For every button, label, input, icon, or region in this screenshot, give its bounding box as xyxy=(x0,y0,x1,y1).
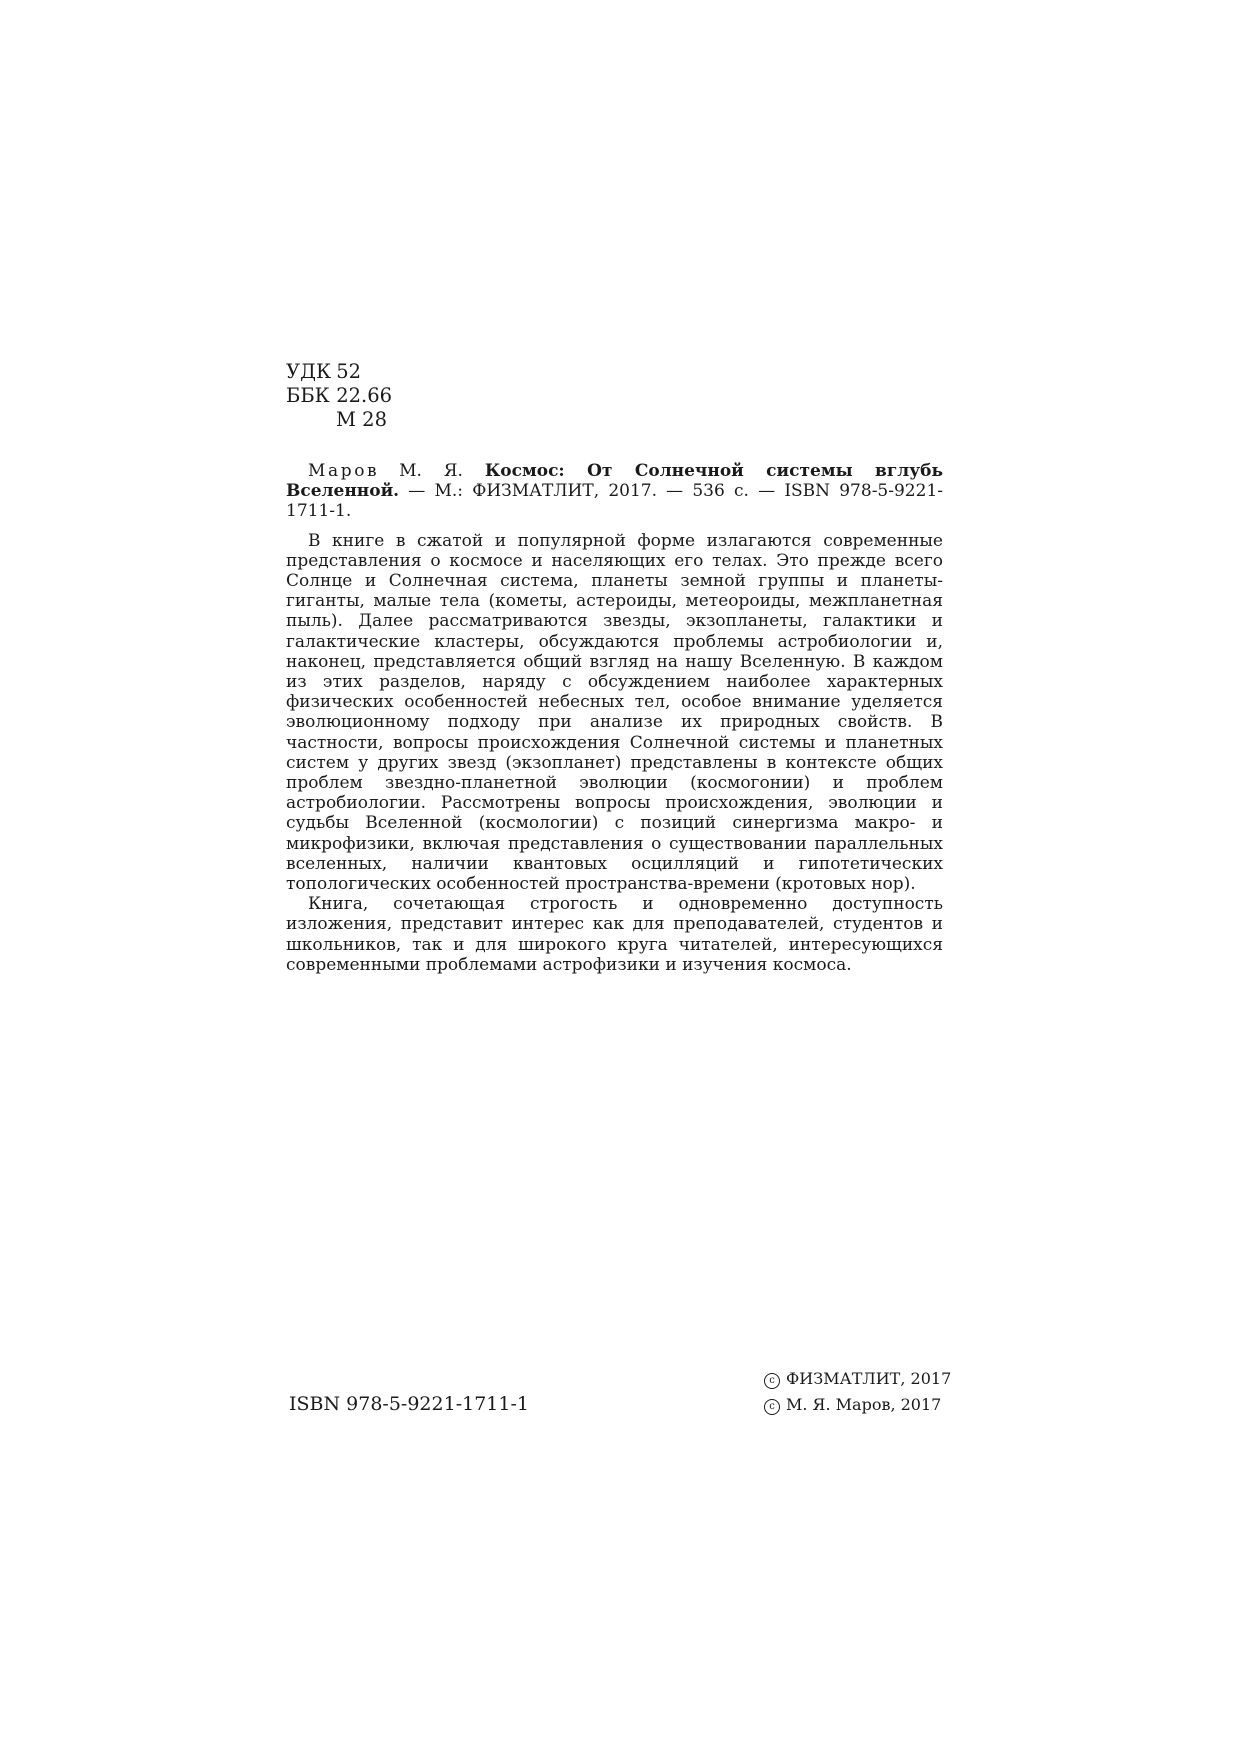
annotation-paragraph-1: В книге в сжатой и популярной форме излагаются современные представления о космосе и населяющих его телах. Это прежде всего Солнце и Солнечная система, планеты земной группы и планеты-гиганты, малые тела (кометы, астероиды, метеороиды, межпланетная пыль). Далее рассматриваются звезды, экзопланеты, галактики и галактические кластеры, обсуждаются проблемы астробиологии и, наконец, представляется общий взгляд на нашу Вселенную. В каждом из этих разделов, наряду с обсуждением наиболее характерных физических особенностей небесных тел, особое внимание уделяется эволюционному подходу при анализе их природных свойств. В частности, вопросы происхождения Солнечной системы и планетных систем у других звезд (экзопланет) представлены в контексте общих проблем звездно-планетной эволюции (космогонии) и проблем астробиологии. Рассмотрены вопросы происхождения, эволюции и судьбы Вселенной (космологии) с позиций синергизма макро- и микрофизики, включая представления о существовании параллельных вселенных, наличии квантовых осцилляций и гипотетических топологических особенностей пространства-времени (кротовых нор). xyxy=(286,530,943,895)
copyright-publisher-line xyxy=(764,1366,951,1392)
author-mark: М 28 xyxy=(336,408,387,431)
copyright-author: М. Я. Маров, 2017 xyxy=(786,1395,942,1414)
main-text xyxy=(286,461,943,975)
copyright-icon: c xyxy=(764,1373,780,1389)
bibliographic-reference xyxy=(286,461,943,522)
annotation-paragraph-2: Книга, сочетающая строгость и одновременно доступность изложения, представит интерес как для преподавателей, студентов и школьников, так и для широкого круга читателей, интересующихся современными проблемами астрофизики и изучения космоса. xyxy=(286,894,943,975)
classification-block xyxy=(286,360,392,432)
author-surname: Маров xyxy=(308,461,380,481)
imprint: — М.: ФИЗМАТЛИТ, 2017. — 536 с. — ISBN 978-5-9221-1711-1. xyxy=(286,481,944,522)
copyright-block xyxy=(764,1366,951,1418)
author-initials: М. Я. xyxy=(399,461,463,481)
book-title: Космос: От Солнечной системы вглубь Вселенной. xyxy=(286,461,943,502)
bbk-line xyxy=(286,384,392,408)
copyright-publisher: ФИЗМАТЛИТ, 2017 xyxy=(786,1369,952,1388)
isbn: ISBN 978-5-9221-1711-1 xyxy=(289,1393,529,1415)
copyright-icon: c xyxy=(764,1399,780,1415)
copyright-author-line xyxy=(764,1392,951,1418)
udk-line xyxy=(286,360,392,384)
udk-label: УДК xyxy=(286,360,332,383)
bbk-value: 22.66 xyxy=(336,384,393,407)
udk-value: 52 xyxy=(336,360,362,383)
bbk-label: ББК xyxy=(286,384,330,407)
